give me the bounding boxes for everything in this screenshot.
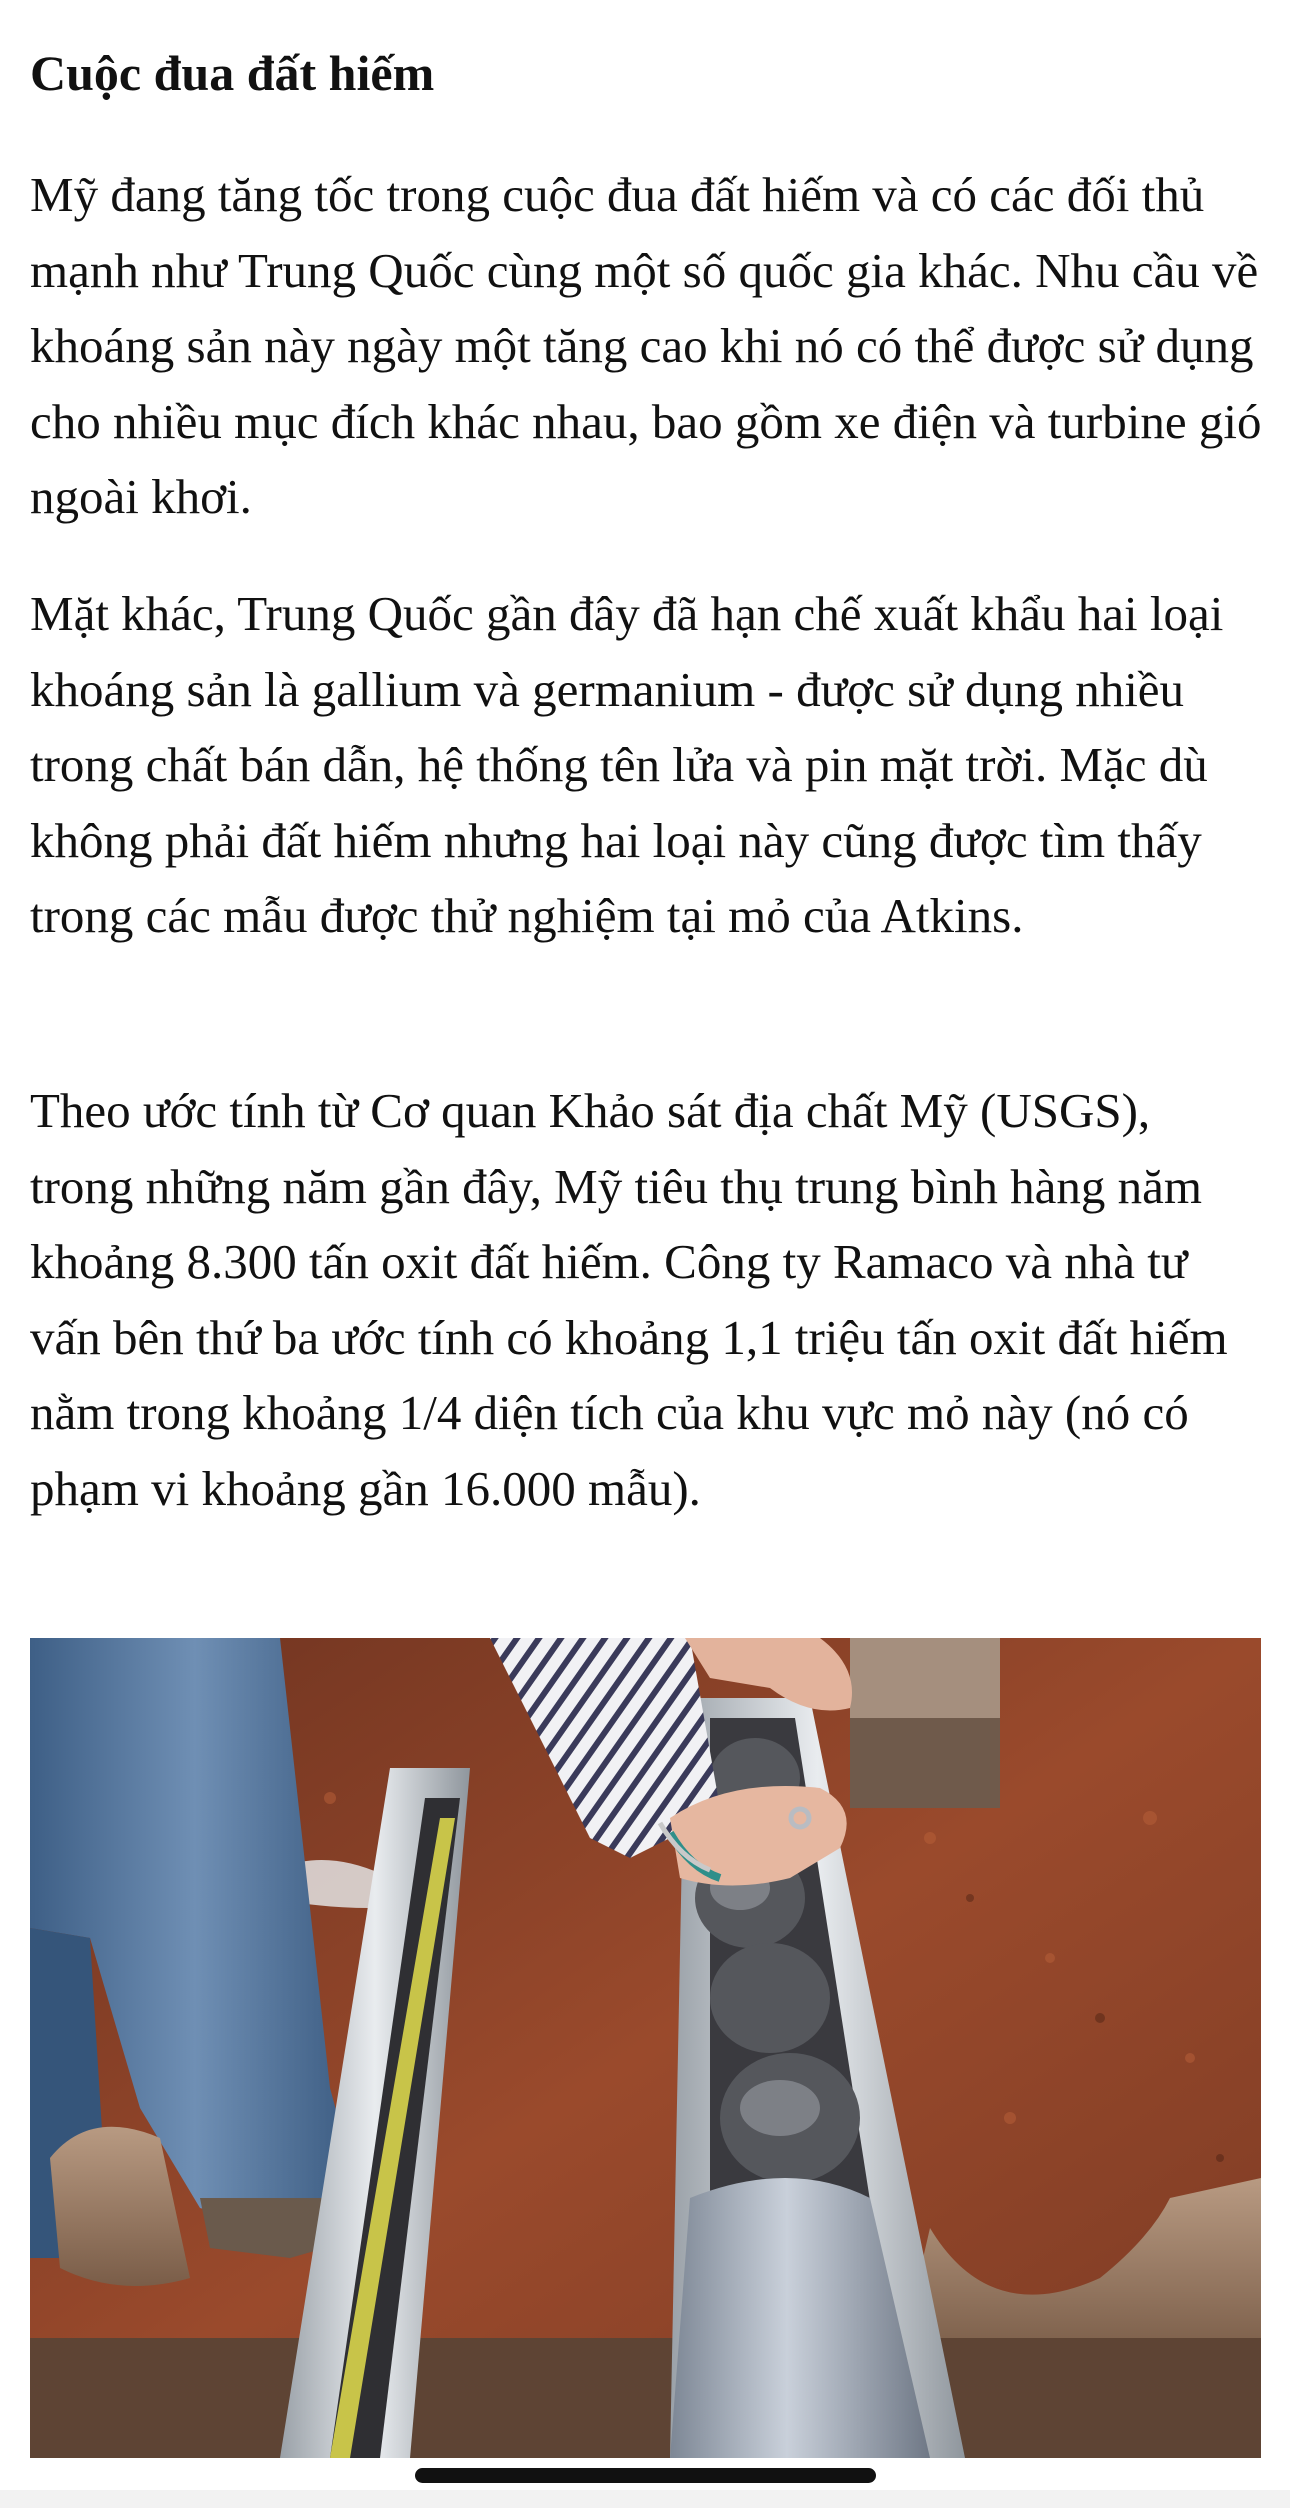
core-sample-illustration (30, 1638, 1261, 2458)
article-photo[interactable] (30, 1638, 1261, 2458)
home-indicator[interactable] (415, 2468, 876, 2483)
paragraph-2: Mặt khác, Trung Quốc gần đây đã hạn chế xuất khẩu hai loại khoáng sản là gallium và germanium - được sử dụng nhiều trong chất bán dẫn, hệ thống tên lửa và pin mặt trời. Mặc dù không phải đất hiếm nhưng hai loại này cũng được tìm thấy trong các mẫu được thử nghiệm tại mỏ của Atkins. (30, 586, 1224, 943)
bottom-safe-area (0, 2490, 1290, 2508)
paragraph-1: Mỹ đang tăng tốc trong cuộc đua đất hiếm và có các đối thủ mạnh như Trung Quốc cùng một số quốc gia khác. Nhu cầu về khoáng sản này ngày một tăng cao khi nó có thể được sử dụng cho nhiều mục đích khác nhau, bao gồm xe điện và turbine gió ngoài khơi. (30, 167, 1262, 524)
section-heading: Cuộc đua đất hiếm (30, 45, 435, 101)
paragraph-3: Theo ước tính từ Cơ quan Khảo sát địa chất Mỹ (USGS), trong những năm gần đây, Mỹ tiêu thụ trung bình hàng năm khoảng 8.300 tấn oxit đất hiếm. Công ty Ramaco và nhà tư vấn bên thứ ba ước tính có khoảng 1,1 triệu tấn oxit đất hiếm nằm trong khoảng 1/4 diện tích của khu vực mỏ này (nó có phạm vi khoảng gần 16.000 mẫu). (30, 1083, 1228, 1516)
